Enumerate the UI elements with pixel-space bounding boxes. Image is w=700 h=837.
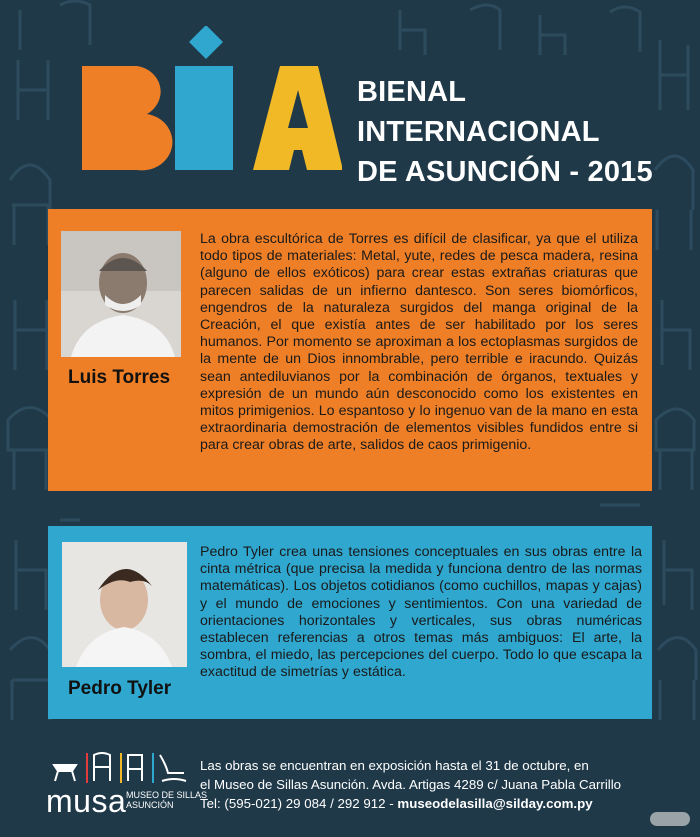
musa-subtitle-line-2: ASUNCIÓN bbox=[126, 800, 174, 810]
artist-panel-pedro-tyler bbox=[48, 526, 652, 719]
artist-name-pedro-tyler: Pedro Tyler bbox=[68, 678, 172, 699]
exhibition-info-line-3 bbox=[200, 794, 656, 813]
artist-name-luis-torres: Luis Torres bbox=[68, 367, 171, 388]
event-title-line-1: BIENAL bbox=[357, 76, 467, 108]
bia-logo bbox=[72, 26, 342, 176]
musa-subtitle-line-1: MUSEO DE SILLAS bbox=[126, 790, 208, 800]
artist-photo-luis-torres bbox=[61, 231, 181, 357]
chair-icon bbox=[160, 755, 186, 781]
artist-photo-pedro-tyler bbox=[62, 542, 187, 667]
musa-logo-subtitle bbox=[126, 790, 207, 810]
artist-bio-pedro-tyler: Pedro Tyler crea unas tensiones conceptuales en sus obras entre la cinta métrica (que precisa la medida y funciona dentro de las normas matemáticas). Los objetos cotidianos (como cuchillos, mapas y cajas) y el mundo de emociones y sentimientos. Con una variedad de orientaciones horizontales y verticales, sus obras numéricas establecen referencias a otros temas más ambiguos: El arte, la sombra, el miedo, las percepciones del cuerpo. Todo lo que escapa la exactitud de simetrías y estática. bbox=[200, 544, 642, 681]
event-title-line-2: INTERNACIONAL bbox=[357, 116, 600, 148]
artist-bio-luis-torres: La obra escultórica de Torres es difícil de clasificar, ya que el utiliza todo tipos de materiales: Metal, yute, redes de pesca madera, resina (alguno de ellos exóticos) para crear estas extrañas criaturas que parecen salidas de un infierno dantesco. Son seres biomórficos, engendros de la naturaleza surgidos del manga original de la Creación, el que existía antes de ser habilitado por los seres humanos. Por momento se aproximan a los ectoplasmas surgidos de la mente de un Dios innombrable, pero terrible e iracundo. Quizás sean antediluvianos por la combinación de órganos, textuales y expresión de un mundo aún desconocido como los existentes en mitos primigenios. Lo espantoso y lo ingenuo van de la mano en esta extraordinaria demostración de elementos visibles fundidos entre si para crear obras de arte, salidos de caos primigenio. bbox=[200, 231, 638, 454]
logo-letter-i-stem bbox=[175, 66, 233, 170]
event-title bbox=[357, 72, 653, 192]
logo-letter-i-diamond bbox=[189, 26, 223, 59]
exhibition-info-line-1: Las obras se encuentran en exposición hasta el 31 de octubre, en bbox=[200, 758, 589, 773]
musa-logo-word: musa bbox=[46, 783, 127, 819]
chair-icon bbox=[54, 765, 76, 781]
event-title-line-3: DE ASUNCIÓN - 2015 bbox=[357, 156, 653, 188]
chair-icon bbox=[94, 753, 110, 781]
corner-badge bbox=[650, 812, 690, 826]
contact-email-link[interactable]: museodelasilla@silday.com.py bbox=[397, 796, 593, 811]
logo-letter-b bbox=[82, 66, 172, 170]
exhibition-info-line-2: el Museo de Sillas Asunción. Avda. Artigas 4289 c/ Juana Pabla Carrillo bbox=[200, 777, 622, 792]
exhibition-info bbox=[200, 756, 656, 813]
chair-icon bbox=[128, 755, 142, 781]
contact-phone: Tel: (595-021) 29 084 / 292 912 - bbox=[200, 796, 398, 811]
artist-panel-luis-torres bbox=[48, 209, 652, 491]
musa-chair-icons bbox=[50, 751, 190, 785]
